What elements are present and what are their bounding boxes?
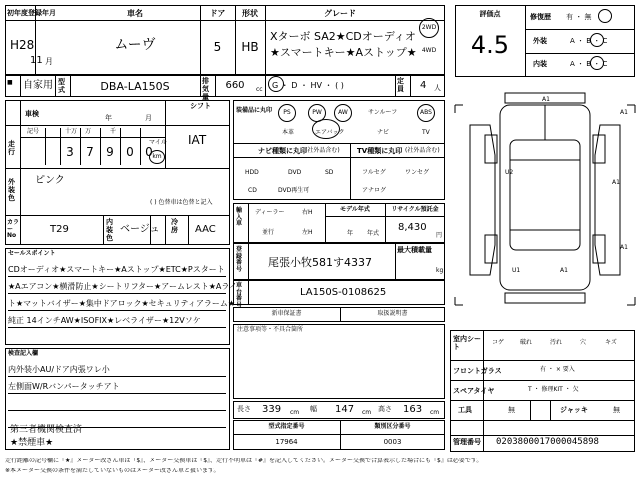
equip-pw: PW (312, 108, 322, 116)
car-name: ムーヴ (114, 37, 156, 53)
ac-label: 冷房 (171, 218, 178, 235)
mileage-col-100k: 十万 (65, 128, 78, 135)
class-value: 0003 (383, 438, 402, 446)
eval-exterior-label: 外装 (533, 37, 547, 45)
sales-line: ★Aエアコン★横滑防止★シートリフター★アームレスト★Aライ (8, 282, 238, 291)
sales-line: ト★マットバイザー★集中ドアロック★セキュリティアラーム★ (8, 299, 236, 308)
chassis-label: 車台番号 (236, 282, 243, 309)
mileage-unit-mile: マイル (149, 139, 167, 146)
first-reg-label: 初年度登録年月 (7, 9, 56, 17)
room-opt: 破れ (520, 339, 533, 346)
capacity-unit: 人 (434, 84, 441, 92)
jack-value: 無 (613, 406, 620, 414)
model-year-year: 年 (347, 230, 354, 237)
drive-4wd: 4WD (421, 47, 437, 54)
registration-value: 尾張小牧581す4337 (268, 256, 372, 269)
score-value: 4.5 (470, 31, 510, 59)
equip-ps: PS (283, 108, 291, 116)
equip-abs: ABS (420, 108, 432, 116)
displacement-label: 排気量 (202, 77, 209, 102)
tv-analog: アナログ (362, 187, 387, 194)
length-label: 長さ (237, 405, 251, 413)
notice-block (233, 324, 445, 399)
import-label: 輸入車 (236, 207, 243, 228)
model-label: 型式 (58, 78, 65, 95)
exterior-label: 外装色 (8, 178, 15, 203)
footer-line2: ※本メーター交換の条件を満たしていないものはメーター改ざん車と扱います。 (5, 468, 220, 474)
inspection-label: 車検 (25, 110, 39, 118)
width-value: 147 (335, 404, 355, 415)
equip-leather: 本革 (282, 129, 295, 136)
exterior-color: ピンク (35, 175, 65, 186)
import-right: 右H (302, 209, 313, 216)
length-value: 339 (262, 404, 282, 415)
model-year-model: 年式 (367, 230, 380, 237)
equip-aw-circle (334, 104, 352, 122)
mileage-col-10k: 万 (85, 128, 92, 135)
glass-label: フロントガラス (453, 367, 502, 375)
door-value: 5 (213, 40, 222, 54)
width-label: 幅 (310, 405, 317, 413)
interior-color-value: ベージュ (120, 224, 160, 235)
shape-label: 形状 (242, 9, 258, 18)
shape-value: HB (241, 40, 259, 54)
spare-options: T ・ 修理KIT ・ 欠 (528, 386, 579, 393)
width-unit: cm (362, 409, 372, 416)
exterior-note: ( ) 色替車は色替と記入 (150, 199, 213, 206)
equip-abs-circle (417, 104, 435, 122)
tools-value: 無 (508, 406, 515, 414)
recycle-label: リサイクル預託金 (391, 206, 439, 213)
cc-unit: cc (256, 86, 263, 93)
navi-label: ナビ種類に丸印 (258, 147, 307, 155)
mileage-unit-km-circle (149, 150, 165, 164)
glass-options: 有 ・ × 要入 (540, 366, 575, 373)
diag-a1-top: A1 (542, 96, 550, 103)
inspector-line: 左側面W/Rバンパータッチアト (8, 382, 120, 391)
mileage-digit: 0 (145, 145, 153, 159)
sales-point-label: セールスポイント (8, 250, 56, 257)
model-year-label: モデル年式 (340, 206, 370, 213)
type-label: 型式指定番号 (268, 423, 305, 430)
equip-tv: TV (422, 129, 430, 136)
usage-mark: ■ (7, 79, 13, 86)
repair-options: 有 ・ 無 (566, 13, 592, 21)
color-no-label: カラーNo (7, 219, 20, 240)
tv-label: TV種類に丸印 (357, 147, 403, 155)
mileage-label: 走行 (8, 140, 15, 157)
mileage-digit: 9 (106, 145, 114, 159)
navi-dvd-play: DVD再生可 (278, 187, 310, 194)
height-label: 高さ (378, 405, 392, 413)
sales-line: 純正 14インチAW★ISOFIX★レベライザー★12Vソケ (8, 316, 201, 325)
sales-line: CDオーディオ★スマートキー★Aストップ★ETC★Pスタート (8, 265, 225, 274)
smoke-free: ★禁煙車★ (10, 438, 54, 448)
tv-oneseg: ワンセグ (405, 169, 430, 176)
displacement-value: 660 (225, 80, 245, 91)
eval-interior-options: A ・ B ・ C (570, 60, 608, 68)
management-value: 0203800017000045898 (496, 437, 599, 447)
notice-label: 注意事項等・不具合箇所 (237, 326, 304, 333)
mileage-col-1k: 千 (110, 128, 117, 135)
grade-label: グレード (324, 9, 356, 18)
eval-exterior-b-circle (590, 33, 604, 47)
navi-dvd: DVD (288, 169, 302, 176)
diag-a1-right: A1 (612, 179, 620, 186)
room-opt: キズ (605, 339, 617, 346)
drive-2wd: 2WD (421, 23, 437, 31)
manual-warranty: 新車保証書 (271, 310, 302, 317)
tv-sub: (社外品含む) (405, 147, 440, 154)
third-party-title: 第三者機関検査済 (10, 425, 83, 435)
repair-none-circle (598, 9, 612, 23)
manual-manual: 取扱説明書 (377, 310, 408, 317)
inspector-line: 内外装小AU/ドア内張ワレ小 (8, 365, 110, 374)
diag-a1-side: A1 (620, 244, 628, 251)
footer-line1: 走行距離の記号欄に『★』メーター改ざん車は『$』、メーター交換車は『$』、走行不明車は『#』を記入してください。メーター交換で合算表示した場合にも『$』は必要です。 (5, 458, 483, 464)
equip-ps-circle (278, 104, 296, 122)
navi-sd: SD (325, 169, 334, 176)
mileage-unit-km: km (152, 152, 162, 160)
score-label: 評価点 (479, 10, 501, 18)
max-load-unit: kg (436, 267, 444, 274)
grade-line2: ★スマートキー★Aストップ★ (270, 46, 417, 59)
equip-aw: AW (338, 108, 348, 116)
fuel-options: G ・ D ・ HV ・ ( ) (272, 81, 344, 90)
month-unit: 月 (45, 57, 53, 66)
height-value: 163 (403, 404, 423, 415)
door-label: ドア (209, 9, 226, 18)
sales-point-block (5, 248, 238, 345)
tools-label: 工具 (458, 406, 472, 414)
type-value: 17964 (275, 438, 298, 446)
navi-cd: CD (248, 187, 257, 194)
ac-value: AAC (195, 224, 216, 235)
spare-label: スペアタイヤ (453, 387, 495, 395)
mileage-digit: 0 (126, 145, 134, 159)
equip-navi: ナビ (377, 129, 390, 136)
management-label: 管理番号 (453, 438, 481, 446)
mileage-digit: 3 (66, 145, 74, 159)
diag-a1-bottom: A1 (560, 267, 568, 274)
height-unit: cm (430, 409, 440, 416)
navi-sub: (社外品含む) (305, 147, 340, 154)
room-label: 室内シート (453, 335, 481, 352)
tv-fullseg: フルセグ (362, 169, 386, 176)
room-opt: 汚れ (550, 339, 563, 346)
diag-a1-top2: A1 (620, 109, 628, 116)
import-left: 左H (302, 229, 313, 236)
first-reg-month: 11 (30, 55, 43, 66)
length-unit: cm (290, 409, 300, 416)
capacity-label: 定員 (397, 77, 404, 94)
equipment-label: 装備品に丸印 (236, 107, 273, 114)
inspection-month: 月 (145, 114, 152, 122)
registration-label: 登録番号 (236, 246, 243, 273)
room-opt: コゲ (492, 339, 505, 346)
usage-value: 自家用 (23, 80, 53, 91)
drive-2wd-circle (419, 18, 439, 38)
mileage-digit: 7 (86, 145, 94, 159)
shift-label: シフト (190, 102, 211, 110)
inspector-label: 検査記入欄 (8, 350, 39, 357)
model-value: DBA-LA150S (100, 80, 170, 93)
car-diagram (450, 85, 640, 325)
mileage-col-symbol: 記号 (27, 128, 40, 135)
fuel-g-circle (268, 76, 284, 92)
import-parallel: 並行 (262, 229, 275, 236)
diag-u2-left: U2 (505, 169, 514, 176)
recycle-value: 8,430 (398, 222, 427, 233)
import-dealer: ディーラー (255, 209, 285, 216)
shift-value: IAT (188, 133, 207, 147)
eval-interior-label: 内装 (533, 60, 547, 68)
max-load-label: 最大積載量 (397, 246, 432, 254)
color-no-value: T29 (50, 224, 69, 235)
diag-u1-bottom: U1 (512, 267, 521, 274)
equip-sunroof: サンルーフ (368, 109, 398, 116)
eval-interior-b-circle (590, 56, 604, 70)
capacity-value: 4 (420, 80, 427, 91)
inspection-year: 年 (105, 114, 112, 122)
repair-label: 修復歴 (530, 13, 551, 21)
class-label: 類別区分番号 (374, 423, 411, 430)
equip-airbag-circle (312, 119, 340, 139)
equip-airbag: エアバック (315, 129, 345, 136)
recycle-unit: 円 (436, 232, 443, 239)
jack-label: ジャッキ (560, 406, 588, 414)
chassis-value: LA150S-0108625 (300, 287, 387, 298)
navi-hdd: HDD (245, 169, 259, 176)
first-reg-era: H28 (10, 38, 35, 52)
grade-line1: Xターボ SA2★CDオーディオ (270, 30, 416, 43)
eval-exterior-options: A ・ B ・ C (570, 37, 608, 45)
car-name-label: 車名 (127, 9, 143, 18)
interior-color-label: 内装色 (106, 218, 113, 243)
room-opt: 穴 (580, 339, 587, 346)
